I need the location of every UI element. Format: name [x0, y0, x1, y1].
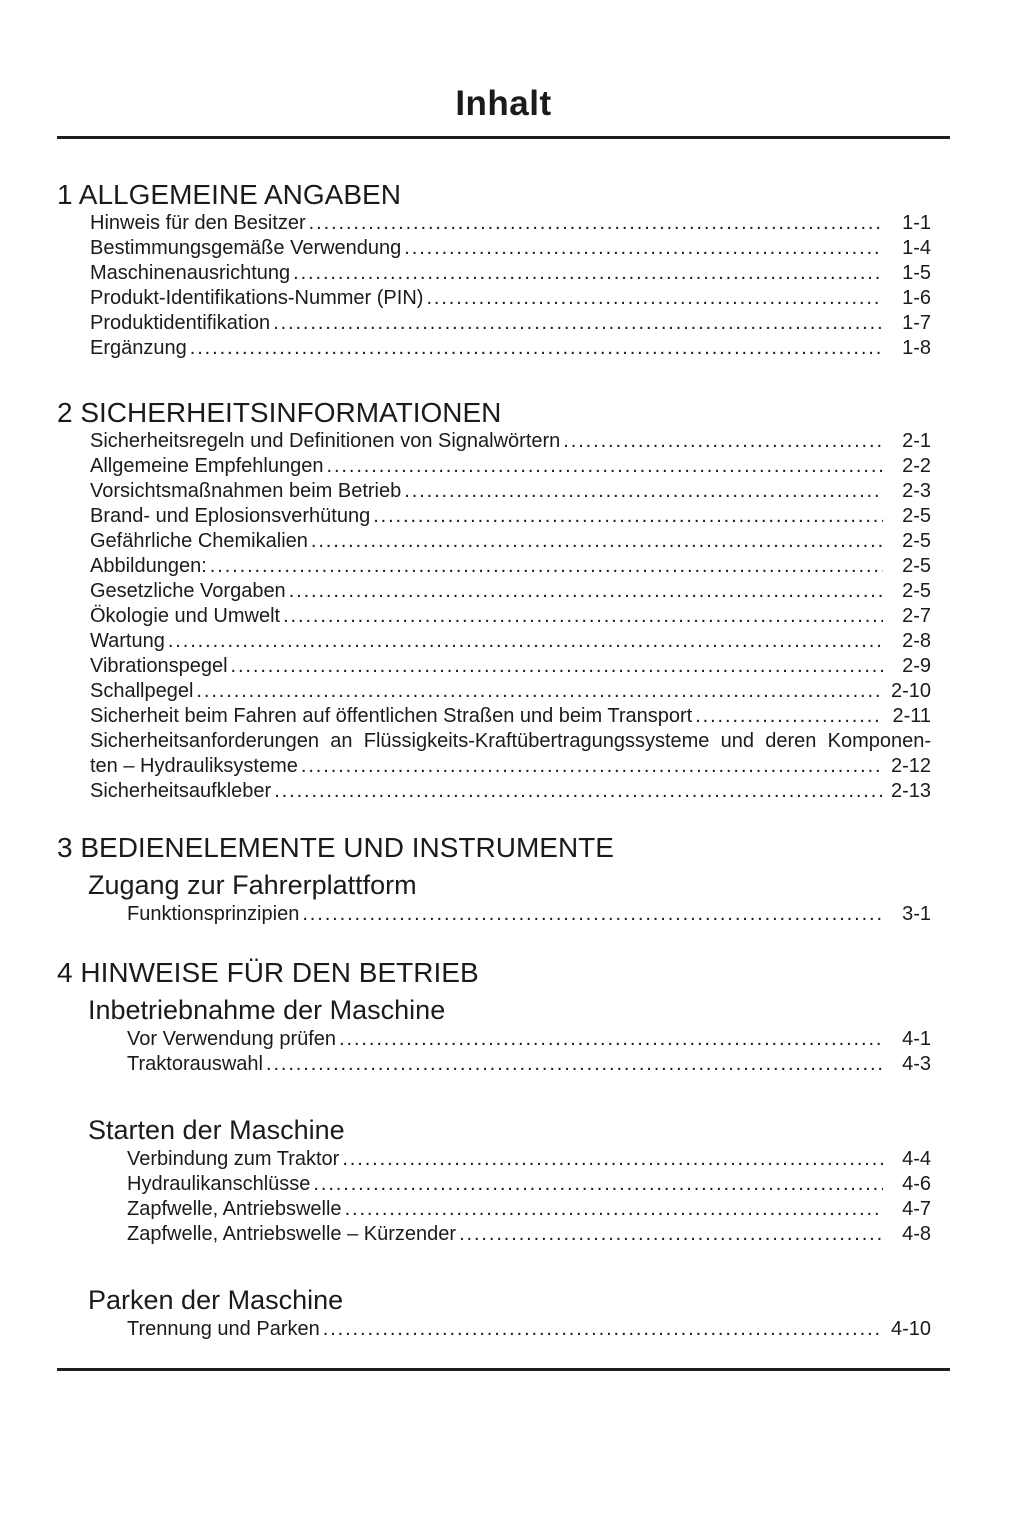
toc-entry — [90, 754, 931, 779]
group-subheading: Parken der Maschine — [88, 1285, 344, 1315]
toc-entry — [90, 604, 931, 629]
page-title: Inhalt — [455, 84, 552, 123]
entry-label: Brand- und Eplosionsverhütung — [90, 505, 371, 527]
entry-label: Hydraulikanschlüsse — [127, 1173, 311, 1195]
toc-entry — [90, 454, 931, 479]
entry-page-number: 2-7 — [902, 605, 931, 627]
entry-label: Traktorauswahl — [127, 1053, 263, 1075]
entry-page-number: 4-4 — [902, 1148, 931, 1170]
dot-leader — [327, 454, 884, 479]
entry-label: Funktionsprinzipien — [127, 903, 300, 925]
entry-page-number: 2-1 — [902, 430, 931, 452]
dot-leader — [274, 779, 883, 804]
entry-label: Ergänzung — [90, 337, 187, 359]
entry-page-number: 2-2 — [902, 455, 931, 477]
entry-page-number: 4-3 — [902, 1053, 931, 1075]
entry-label: Produkt-Identifikations-Nummer (PIN) — [90, 287, 424, 309]
entry-label: Sicherheit beim Fahren auf öffentlichen Straßen und beim Transport — [90, 705, 693, 727]
entry-page-number: 4-10 — [890, 1318, 931, 1340]
toc-entry — [90, 529, 931, 554]
entry-page-number: 1-4 — [902, 237, 931, 259]
entry-page-number: 2-5 — [902, 580, 931, 602]
group-subheading: Starten der Maschine — [88, 1115, 345, 1145]
entry-page-number: 1-7 — [902, 312, 931, 334]
entry-label: Sicherheitsaufkleber — [90, 780, 272, 802]
toc-entry — [90, 336, 931, 361]
bottom-rule — [57, 1368, 950, 1371]
toc-entry — [90, 679, 931, 704]
toc-section — [57, 179, 950, 361]
entry-label: Verbindung zum Traktor — [127, 1148, 340, 1170]
toc-entry — [90, 704, 931, 729]
dot-leader — [231, 654, 883, 679]
dot-leader — [210, 554, 883, 579]
dot-leader — [404, 236, 883, 261]
dot-leader — [266, 1052, 883, 1077]
entry-page-number: 1-6 — [902, 287, 931, 309]
toc-entry — [90, 286, 931, 311]
entry-label: Ökologie und Umwelt — [90, 605, 281, 627]
toc-entry — [90, 579, 931, 604]
entry-page-number: 1-8 — [902, 337, 931, 359]
entry-page-number: 4-1 — [902, 1028, 931, 1050]
toc-entry — [127, 1172, 931, 1197]
entry-page-number: 2-5 — [902, 530, 931, 552]
entry-page-number: 2-5 — [902, 555, 931, 577]
toc-section — [57, 832, 950, 927]
entry-page-number: 3-1 — [902, 903, 931, 925]
entry-label: Gefährliche Chemikalien — [90, 530, 308, 552]
entry-label: Produktidentifikation — [90, 312, 271, 334]
entry-label: Allgemeine Empfehlungen — [90, 455, 324, 477]
section-heading: 2 SICHERHEITSINFORMATIONEN — [57, 397, 502, 428]
toc-entry — [90, 429, 931, 454]
toc-entry — [90, 504, 931, 529]
top-rule — [57, 136, 950, 139]
entry-label: Vor Verwendung prüfen — [127, 1028, 337, 1050]
dot-leader — [695, 704, 883, 729]
toc-entry — [90, 654, 931, 679]
entry-page-number: 2-9 — [902, 655, 931, 677]
dot-leader — [323, 1317, 883, 1342]
entry-label: Abbildungen: — [90, 555, 207, 577]
toc-entry — [90, 629, 931, 654]
entry-label: ten – Hydrauliksysteme — [90, 755, 298, 777]
entry-page-number: 4-7 — [902, 1198, 931, 1220]
dot-leader — [190, 336, 883, 361]
entry-label: Bestimmungsgemäße Verwendung — [90, 237, 402, 259]
toc-section — [57, 397, 950, 804]
entry-page-number: 4-6 — [902, 1173, 931, 1195]
entry-label: Sicherheitsregeln und Definitionen von Signalwörtern — [90, 430, 561, 452]
toc-entry — [90, 211, 931, 236]
dot-leader — [373, 504, 883, 529]
group-subheading: Inbetriebnahme der Maschine — [88, 995, 446, 1025]
entry-label: Gesetzliche Vorgaben — [90, 580, 286, 602]
entry-label: Schallpegel — [90, 680, 194, 702]
entry-page-number: 2-8 — [902, 630, 931, 652]
toc-entry — [90, 311, 931, 336]
toc-section — [57, 957, 950, 1342]
dot-leader — [289, 579, 883, 604]
dot-leader — [426, 286, 883, 311]
entry-page-number: 2-3 — [902, 480, 931, 502]
entry-label: Vibrationspegel — [90, 655, 228, 677]
dot-leader — [309, 211, 883, 236]
toc-group — [57, 993, 950, 1077]
entry-page-number: 4-8 — [902, 1223, 931, 1245]
dot-leader — [293, 261, 883, 286]
toc-entry — [127, 1317, 931, 1342]
entry-label: Trennung und Parken — [127, 1318, 320, 1340]
toc-entry — [90, 261, 931, 286]
entry-page-number: 1-5 — [902, 262, 931, 284]
toc-entry — [90, 554, 931, 579]
entry-label: Vorsichtsmaßnahmen beim Betrieb — [90, 480, 402, 502]
dot-leader — [339, 1027, 883, 1052]
dot-leader — [311, 529, 883, 554]
dot-leader — [273, 311, 883, 336]
toc-entry — [90, 479, 931, 504]
toc-sections — [57, 179, 950, 1342]
entry-label: Zapfwelle, Antriebswelle — [127, 1198, 342, 1220]
entry-label: Zapfwelle, Antriebswelle – Kürzender — [127, 1223, 457, 1245]
dot-leader — [168, 629, 883, 654]
entry-page-number: 2-13 — [890, 780, 931, 802]
dot-leader — [196, 679, 883, 704]
entry-page-number: 2-5 — [902, 505, 931, 527]
section-heading: 1 ALLGEMEINE ANGABEN — [57, 179, 401, 210]
toc-group — [57, 1283, 950, 1342]
toc-entry — [127, 1147, 931, 1172]
section-heading: 3 BEDIENELEMENTE UND INSTRUMENTE — [57, 832, 614, 863]
toc-entry — [127, 1052, 931, 1077]
entry-label: Maschinenausrichtung — [90, 262, 291, 284]
toc-entry — [127, 902, 931, 927]
toc-entry — [90, 779, 931, 804]
toc-group — [57, 1113, 950, 1247]
toc-group — [57, 868, 950, 927]
section-heading: 4 HINWEISE FÜR DEN BETRIEB — [57, 957, 479, 988]
dot-leader — [313, 1172, 883, 1197]
entry-wrap-line: Sicherheitsanforderungen an Flüssigkeits-Kraftübertragungssysteme und deren Komponen- — [90, 730, 931, 752]
toc-group — [57, 211, 950, 361]
entry-page-number: 2-10 — [890, 680, 931, 702]
entry-page-number: 1-1 — [902, 212, 931, 234]
dot-leader — [459, 1222, 883, 1247]
toc-entry — [127, 1197, 931, 1222]
dot-leader — [301, 754, 883, 779]
toc-group — [57, 429, 950, 804]
dot-leader — [302, 902, 883, 927]
toc-entry — [90, 236, 931, 261]
entry-label: Wartung — [90, 630, 165, 652]
dot-leader — [345, 1197, 883, 1222]
entry-page-number: 2-11 — [892, 705, 931, 727]
entry-page-number: 2-12 — [890, 755, 931, 777]
toc-entry — [127, 1222, 931, 1247]
dot-leader — [283, 604, 883, 629]
entry-label: Hinweis für den Besitzer — [90, 212, 306, 234]
dot-leader — [563, 429, 883, 454]
group-subheading: Zugang zur Fahrerplattform — [88, 870, 417, 900]
dot-leader — [342, 1147, 883, 1172]
dot-leader — [404, 479, 883, 504]
document-page — [0, 84, 1024, 1371]
toc-entry — [127, 1027, 931, 1052]
